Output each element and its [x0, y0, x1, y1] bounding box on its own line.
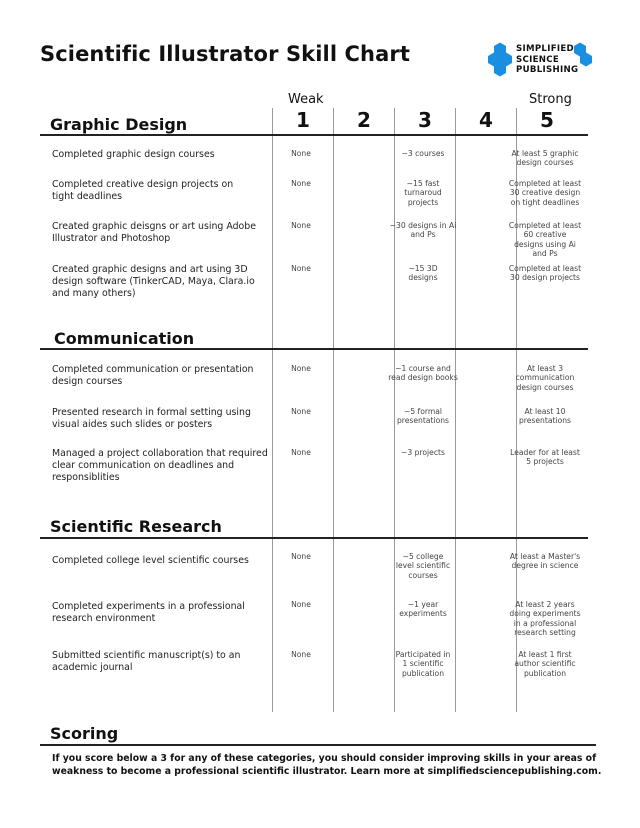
- page-title: Scientific Illustrator Skill Chart: [40, 42, 410, 66]
- skill-label: Submitted scientific manuscript(s) to an academic journal: [52, 650, 241, 673]
- score-5-cell: Completed at least 30 design projects: [508, 264, 582, 283]
- weak-label: Weak: [288, 92, 324, 107]
- company-logo: [486, 40, 606, 80]
- score-3-cell: ~1 course and read design books: [388, 364, 458, 383]
- skill-label: Completed communication or presentation design courses: [52, 364, 254, 387]
- score-5-cell: Completed at least 30 creative design on tight deadlines: [508, 179, 582, 207]
- score-3-cell: ~30 designs in Ai and Ps: [389, 221, 457, 240]
- skill-label: Completed creative design projects on tight deadlines: [52, 179, 234, 202]
- skill-label: Completed experiments in a professional research environment: [52, 601, 245, 624]
- section-title-graphic-design: Graphic Design: [50, 115, 188, 134]
- logo-line-2: SCIENCE: [516, 54, 560, 65]
- score-5-cell: At least 2 years doing experiments in a professional research setting: [509, 600, 581, 638]
- score-1-cell: None: [291, 179, 311, 188]
- section-divider: [40, 744, 596, 746]
- section-divider: [40, 134, 588, 136]
- score-1-cell: None: [291, 221, 311, 230]
- section-divider: [40, 348, 588, 350]
- score-1-cell: None: [291, 552, 311, 561]
- score-5-cell: At least 5 graphic design courses: [511, 149, 579, 168]
- score-5-cell: At least 10 presentations: [518, 407, 572, 426]
- score-1-cell: None: [291, 600, 311, 609]
- score-3-cell: ~15 fast turnaroud projects: [404, 179, 442, 207]
- score-5-cell: Leader for at least 5 projects: [510, 448, 580, 467]
- column-divider: [455, 108, 456, 712]
- scale-number-3: 3: [418, 108, 432, 132]
- skill-label: Completed college level scientific courses: [52, 555, 249, 566]
- scale-number-1: 1: [296, 108, 310, 132]
- logo-line-1: SIMPLIFIED: [516, 44, 574, 54]
- score-3-cell: ~3 courses: [401, 149, 445, 158]
- logo-text: [516, 44, 578, 76]
- scale-number-2: 2: [357, 108, 371, 132]
- logo-line-3: PUBLISHING: [516, 65, 579, 76]
- score-3-cell: ~1 year experiments: [399, 600, 447, 619]
- score-1-cell: None: [291, 407, 311, 416]
- score-3-cell: Participated in 1 scientific publication: [395, 650, 451, 678]
- score-5-cell: Completed at least 60 creative designs using Ai and Ps: [508, 221, 582, 259]
- strong-label: Strong: [529, 92, 572, 107]
- score-1-cell: None: [291, 364, 311, 373]
- scale-number-4: 4: [479, 108, 493, 132]
- scoring-title: Scoring: [50, 724, 119, 743]
- skill-label: Completed graphic design courses: [52, 149, 215, 160]
- skill-label: Created graphic designs and art using 3D design software (TinkerCAD, Maya, Clara.io and many others): [52, 264, 255, 299]
- section-title-communication: Communication: [54, 329, 195, 348]
- score-5-cell: At least 3 communication design courses: [515, 364, 575, 392]
- score-3-cell: ~3 projects: [401, 448, 445, 457]
- score-3-cell: ~15 3D designs: [408, 264, 438, 283]
- score-5-cell: At least a Master's degree in science: [509, 552, 581, 571]
- skill-label: Presented research in formal setting using visual aides such slides or posters: [52, 407, 251, 430]
- score-1-cell: None: [291, 650, 311, 659]
- skill-label: Managed a project collaboration that required clear communication on deadlines and responsiblities: [52, 448, 268, 483]
- hexagon-logo-right-icon: [572, 40, 612, 80]
- skill-label: Created graphic deisgns or art using Adobe Illustrator and Photoshop: [52, 221, 257, 244]
- scale-number-5: 5: [540, 108, 554, 132]
- score-3-cell: ~5 formal presentations: [396, 407, 450, 426]
- score-1-cell: None: [291, 264, 311, 273]
- scoring-text: If you score below a 3 for any of these categories, you should consider improving skills in your areas of weakness to become a professional scientific illustrator. Learn more at simplifiedsciencepublishing.com.: [52, 753, 602, 777]
- score-1-cell: None: [291, 448, 311, 457]
- score-1-cell: None: [291, 149, 311, 158]
- score-5-cell: At least 1 first author scientific publication: [514, 650, 576, 678]
- section-divider: [40, 537, 588, 539]
- score-3-cell: ~5 college level scientific courses: [395, 552, 451, 580]
- section-title-scientific-research: Scientific Research: [50, 517, 222, 536]
